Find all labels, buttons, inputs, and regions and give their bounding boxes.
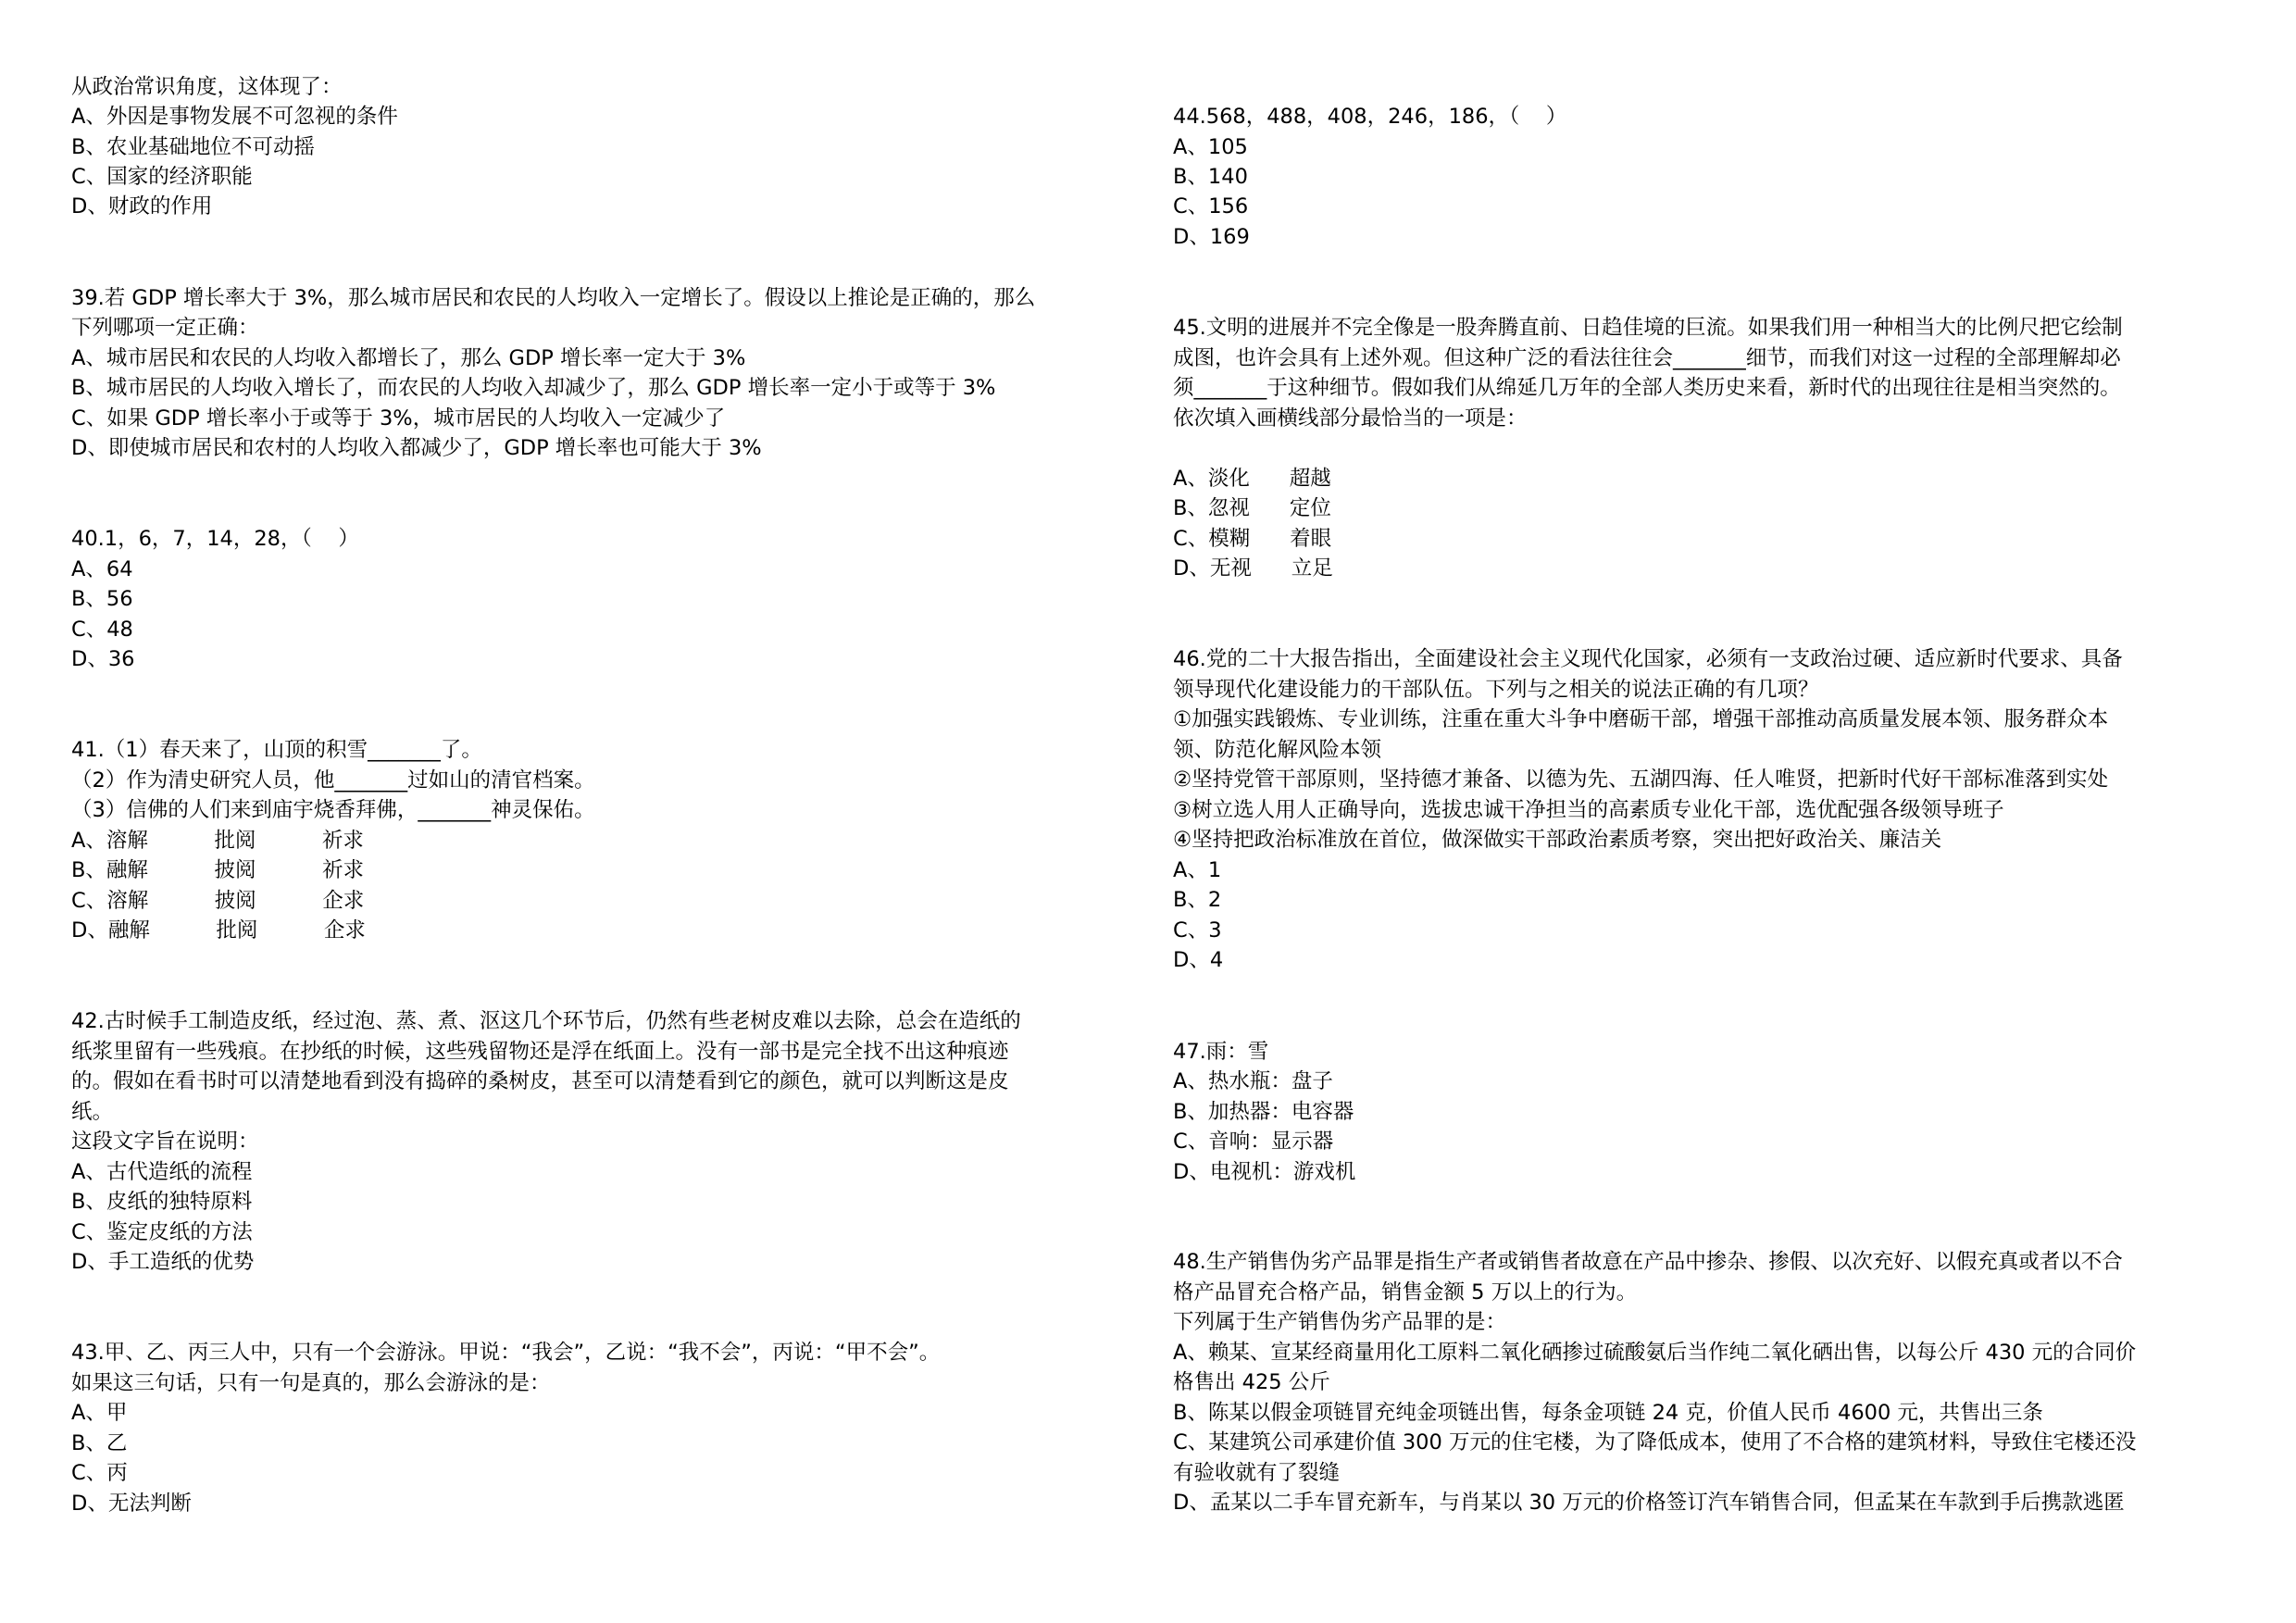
question-stem-line: 下列哪项一定正确： bbox=[71, 316, 259, 340]
answer-option-d: D、4 bbox=[1173, 948, 1224, 972]
question-stem-line: ④坚持把政治标准放在首位，做深做实干部政治素质考察，突出把好政治关、廉洁关 bbox=[1173, 828, 1942, 852]
answer-option-b: B、乙 bbox=[71, 1431, 128, 1455]
question-stem-line: 43.甲、乙、丙三人中，只有一个会游泳。甲说：“我会”，乙说：“我不会”，丙说：“甲不会”。 bbox=[71, 1341, 941, 1365]
question-stem-line: 纸浆里留有一些残痕。在抄纸的时候，这些残留物还是浮在纸面上。没有一部书是完全找不出这种痕迹 bbox=[71, 1040, 1009, 1064]
answer-option-b: B、140 bbox=[1173, 165, 1248, 189]
question-stem-line: ③树立选人用人正确导向，选拔忠诚干净担当的高素质专业化干部，选优配强各级领导班子 bbox=[1173, 798, 2004, 822]
answer-option-d: D、电视机：游戏机 bbox=[1173, 1160, 1356, 1184]
question-stem-line: 依次填入画横线部分最恰当的一项是： bbox=[1173, 406, 1528, 431]
question-stem-line: 这段文字旨在说明： bbox=[71, 1130, 259, 1154]
answer-option-b: B、城市居民的人均收入增长了，而农民的人均收入却减少了，那么 GDP 增长率一定小于或等于 3% bbox=[71, 376, 996, 400]
question-stem-line: （3）信佛的人们来到庙宇烧香拜佛，_______神灵保佑。 bbox=[71, 798, 595, 822]
answer-option-c: C、模糊 着眼 bbox=[1173, 527, 1332, 551]
answer-option-c-continued: 有验收就有了裂缝 bbox=[1173, 1461, 1341, 1485]
answer-option-a: A、64 bbox=[71, 557, 133, 581]
question-stem-line: 从政治常识角度，这体现了： bbox=[71, 75, 343, 99]
answer-option-a: A、古代造纸的流程 bbox=[71, 1160, 253, 1184]
question-stem-line: 纸。 bbox=[71, 1100, 114, 1124]
question-stem-line: 须_______于这种细节。假如我们从绵延几万年的全部人类历史来看，新时代的出现往往是相当突然的。 bbox=[1173, 376, 2121, 400]
answer-option-a: A、外因是事物发展不可忽视的条件 bbox=[71, 105, 398, 129]
question-stem-line: ②坚持党管干部原则，坚持德才兼备、以德为先、五湖四海、任人唯贤，把新时代好干部标准落到实处 bbox=[1173, 768, 2109, 792]
answer-option-c: C、国家的经济职能 bbox=[71, 165, 253, 189]
answer-option-d: D、融解 批阅 企求 bbox=[71, 918, 366, 943]
question-stem-line: 下列属于生产销售伪劣产品罪的是： bbox=[1173, 1310, 1507, 1334]
answer-option-b: B、融解 披阅 祈求 bbox=[71, 858, 364, 882]
answer-option-a: A、赖某、宣某经商量用化工原料二氧化硒掺过硫酸氨后当作纯二氧化硒出售，以每公斤 430 元的合同价 bbox=[1173, 1341, 2137, 1365]
question-stem-line: 41.（1）春天来了，山顶的积雪_______了。 bbox=[71, 738, 482, 762]
question-stem-line: 领、防范化解风险本领 bbox=[1173, 738, 1382, 762]
answer-option-a: A、溶解 批阅 祈求 bbox=[71, 829, 364, 853]
answer-option-c: C、丙 bbox=[71, 1461, 128, 1485]
answer-option-d: D、36 bbox=[71, 647, 135, 671]
question-stem-line: 45.文明的进展并不完全像是一股奔腾直前、日趋佳境的巨流。如果我们用一种相当大的比例尺把它绘制 bbox=[1173, 316, 2123, 340]
answer-option-b: B、忽视 定位 bbox=[1173, 496, 1331, 520]
answer-option-a: A、城市居民和农民的人均收入都增长了，那么 GDP 增长率一定大于 3% bbox=[71, 346, 746, 370]
answer-option-b: B、皮纸的独特原料 bbox=[71, 1190, 253, 1214]
answer-option-b: B、2 bbox=[1173, 888, 1222, 912]
answer-option-d: D、即使城市居民和农村的人均收入都减少了，GDP 增长率也可能大于 3% bbox=[71, 436, 762, 460]
question-stem-line: 领导现代化建设能力的干部队伍。下列与之相关的说法正确的有几项？ bbox=[1173, 678, 1819, 702]
answer-option-d: D、无法判断 bbox=[71, 1492, 192, 1516]
question-stem-line: 46.党的二十大报告指出，全面建设社会主义现代化国家，必须有一支政治过硬、适应新时代要求、具备 bbox=[1173, 647, 2123, 671]
question-stem-line: 成图，也许会具有上述外观。但这种广泛的看法往往会_______细节，而我们对这一过程的全部理解却必 bbox=[1173, 346, 2121, 370]
answer-option-d: D、手工造纸的优势 bbox=[71, 1250, 255, 1274]
answer-option-d: D、169 bbox=[1173, 225, 1250, 249]
answer-option-a: A、105 bbox=[1173, 135, 1248, 159]
answer-option-c: C、鉴定皮纸的方法 bbox=[71, 1220, 253, 1244]
answer-option-c: C、48 bbox=[71, 618, 133, 642]
answer-option-b: B、加热器：电容器 bbox=[1173, 1100, 1354, 1124]
question-stem-line: 42.古时候手工制造皮纸，经过泡、蒸、煮、沤这几个环节后，仍然有些老树皮难以去除，总会在造纸的 bbox=[71, 1009, 1021, 1033]
question-stem-line: （2）作为清史研究人员，他_______过如山的清官档案。 bbox=[71, 768, 595, 793]
answer-option-b: B、陈某以假金项链冒充纯金项链出售，每条金项链 24 克，价值人民币 4600 元，共售出三条 bbox=[1173, 1401, 2043, 1425]
answer-option-c: C、某建筑公司承建价值 300 万元的住宅楼，为了降低成本，使用了不合格的建筑材料，导致住宅楼还没 bbox=[1173, 1430, 2137, 1454]
answer-option-a: A、热水瓶：盘子 bbox=[1173, 1069, 1333, 1093]
answer-option-d: D、财政的作用 bbox=[71, 194, 213, 218]
answer-option-b: B、56 bbox=[71, 587, 133, 611]
answer-option-a: A、甲 bbox=[71, 1401, 128, 1425]
answer-option-a: A、1 bbox=[1173, 858, 1222, 882]
question-stem-line: 的。假如在看书时可以清楚地看到没有捣碎的桑树皮，甚至可以清楚看到它的颜色，就可以判断这是皮 bbox=[71, 1069, 1009, 1093]
answer-option-c: C、音响：显示器 bbox=[1173, 1130, 1334, 1154]
question-stem-line: 48.生产销售伪劣产品罪是指生产者或销售者故意在产品中掺杂、掺假、以次充好、以假充真或者以不合 bbox=[1173, 1250, 2123, 1274]
answer-option-b: B、农业基础地位不可动摇 bbox=[71, 135, 315, 159]
answer-option-c: C、3 bbox=[1173, 918, 1222, 943]
answer-option-a-continued: 格售出 425 公斤 bbox=[1173, 1370, 1330, 1394]
question-stem-line: ①加强实践锻炼、专业训练，注重在重大斗争中磨砺干部，增强干部推动高质量发展本领、服务群众本 bbox=[1173, 707, 2109, 731]
question-stem-line: 格产品冒充合格产品，销售金额 5 万以上的行为。 bbox=[1173, 1280, 1638, 1305]
question-stem-line: 如果这三句话，只有一句是真的，那么会游泳的是： bbox=[71, 1371, 551, 1395]
question-stem-line: 39.若 GDP 增长率大于 3%，那么城市居民和农民的人均收入一定增长了。假设以上推论是正确的，那么 bbox=[71, 286, 1036, 310]
answer-option-c: C、如果 GDP 增长率小于或等于 3%，城市居民的人均收入一定减少了 bbox=[71, 406, 726, 431]
answer-option-d: D、孟某以二手车冒充新车，与肖某以 30 万元的价格签订汽车销售合同，但孟某在车款到手后携款逃匿 bbox=[1173, 1491, 2125, 1515]
question-stem-line: 44.568，488，408，246，186，（ ） bbox=[1173, 105, 1567, 129]
answer-option-c: C、溶解 披阅 企求 bbox=[71, 889, 365, 913]
question-stem-line: 47.雨：雪 bbox=[1173, 1040, 1269, 1064]
answer-option-d: D、无视 立足 bbox=[1173, 556, 1333, 581]
answer-option-a: A、淡化 超越 bbox=[1173, 467, 1331, 491]
answer-option-c: C、156 bbox=[1173, 194, 1249, 218]
question-stem-line: 40.1，6，7，14，28，（ ） bbox=[71, 527, 359, 551]
